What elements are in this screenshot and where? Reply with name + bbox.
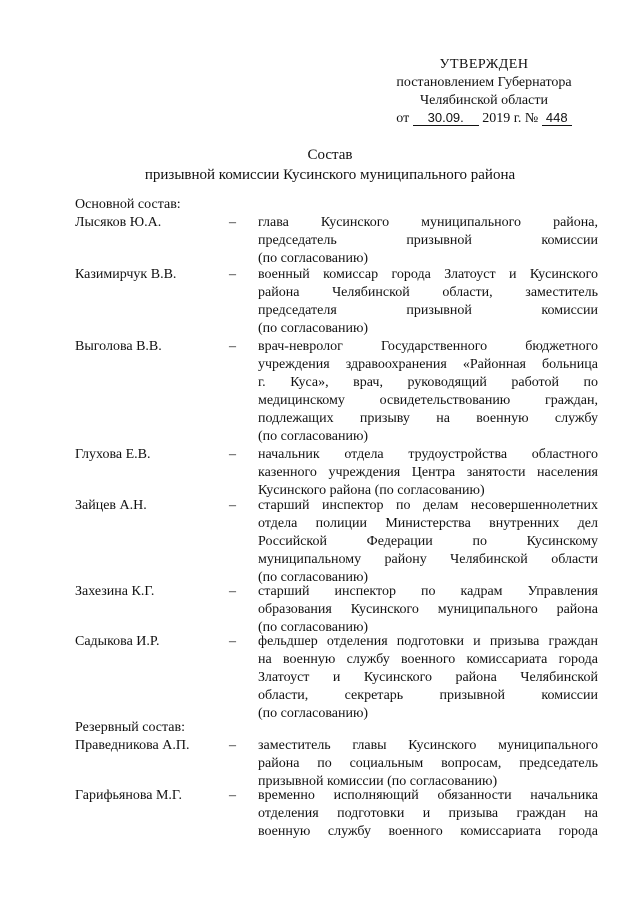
- description-line: муниципальному району Челябинской области: [258, 552, 598, 567]
- member-description: [258, 737, 598, 791]
- description-line: военный комиссар города Златоуст и Кусинского: [258, 267, 598, 282]
- member-name: Садыкова И.Р.: [75, 634, 160, 649]
- member-dash: –: [229, 634, 236, 649]
- date-prefix: от: [396, 111, 410, 126]
- description-line: образования Кусинского муниципального района: [258, 602, 598, 617]
- description-line: (по согласованию): [258, 429, 369, 444]
- description-line: области, секретарь призывной комиссии: [258, 688, 598, 703]
- description-line: Кусинского района (по согласованию): [258, 483, 485, 498]
- section-reserve-heading: Резервный состав:: [75, 720, 186, 735]
- member-description: [258, 787, 598, 841]
- description-line: председатель призывной комиссии: [258, 233, 598, 248]
- approval-heading: УТВЕРЖДЕН: [439, 57, 529, 72]
- description-line: (по согласованию): [258, 570, 369, 585]
- member-description: [258, 214, 598, 268]
- member-dash: –: [229, 267, 236, 282]
- section-main-heading: Основной состав:: [75, 197, 181, 212]
- member-name: Праведникова А.П.: [75, 738, 190, 753]
- document-number: 448: [542, 111, 572, 126]
- member-dash: –: [229, 584, 236, 599]
- description-line: военную службу военного комиссариата города: [258, 824, 598, 839]
- approval-line-3: Челябинской области: [420, 93, 548, 108]
- member-name: Выголова В.В.: [75, 339, 162, 354]
- member-name: Гарифьянова М.Г.: [75, 788, 182, 803]
- document-title: [0, 145, 640, 185]
- description-line: заместитель главы Кусинского муниципального: [258, 738, 598, 753]
- member-name: Глухова Е.В.: [75, 447, 151, 462]
- date-value: 30.09.: [413, 111, 479, 126]
- date-suffix: 2019 г. №: [482, 111, 539, 126]
- member-dash: –: [229, 215, 236, 230]
- member-description: [258, 338, 598, 446]
- description-line: старший инспектор по кадрам Управления: [258, 584, 598, 599]
- description-line: на военную службу военного комиссариата города: [258, 652, 598, 667]
- description-line: старший инспектор по делам несовершеннолетних: [258, 498, 598, 513]
- approval-date-line: [384, 110, 584, 128]
- member-description: [258, 497, 598, 587]
- description-line: района по социальным вопросам, председатель: [258, 756, 598, 771]
- description-line: медицинскому освидетельствованию граждан,: [258, 393, 598, 408]
- title-line-2: призывной комиссии Кусинского муниципального района: [144, 167, 516, 183]
- description-line: учреждения здравоохранения «Районная больница: [258, 357, 598, 372]
- member-dash: –: [229, 339, 236, 354]
- description-line: Российской Федерации по Кусинскому: [258, 534, 598, 549]
- member-name: Лысяков Ю.А.: [75, 215, 162, 230]
- description-line: (по согласованию): [258, 706, 369, 721]
- member-description: [258, 633, 598, 723]
- member-description: [258, 583, 598, 637]
- description-line: начальник отдела трудоустройства областного: [258, 447, 598, 462]
- member-name: Зайцев А.Н.: [75, 498, 147, 513]
- member-dash: –: [229, 447, 236, 462]
- description-line: председателя призывной комиссии: [258, 303, 598, 318]
- approval-line-2: постановлением Губернатора: [396, 75, 572, 90]
- description-line: фельдшер отделения подготовки и призыва граждан: [258, 634, 598, 649]
- description-line: (по согласованию): [258, 620, 369, 635]
- member-dash: –: [229, 738, 236, 753]
- description-line: (по согласованию): [258, 251, 369, 266]
- member-dash: –: [229, 788, 236, 803]
- description-line: Златоуст и Кусинского района Челябинской: [258, 670, 598, 685]
- description-line: призывной комиссии (по согласованию): [258, 774, 498, 789]
- member-description: [258, 266, 598, 338]
- description-line: временно исполняющий обязанности начальника: [258, 788, 598, 803]
- title-line-1: Состав: [307, 147, 353, 163]
- member-name: Казимирчук В.В.: [75, 267, 177, 282]
- approval-block: [384, 56, 584, 128]
- description-line: отдела полиции Министерства внутренних дел: [258, 516, 598, 531]
- member-description: [258, 446, 598, 500]
- description-line: врач-невролог Государственного бюджетного: [258, 339, 598, 354]
- description-line: отделения подготовки и призыва граждан на: [258, 806, 598, 821]
- description-line: (по согласованию): [258, 321, 369, 336]
- description-line: казенного учреждения Центра занятости населения: [258, 465, 598, 480]
- description-line: района Челябинской области, заместитель: [258, 285, 598, 300]
- member-dash: –: [229, 498, 236, 513]
- member-name: Захезина К.Г.: [75, 584, 155, 599]
- description-line: глава Кусинского муниципального района,: [258, 215, 598, 230]
- description-line: подлежащих призыву на военную службу: [258, 411, 598, 426]
- description-line: г. Куса», врач, руководящий работой по: [258, 375, 598, 390]
